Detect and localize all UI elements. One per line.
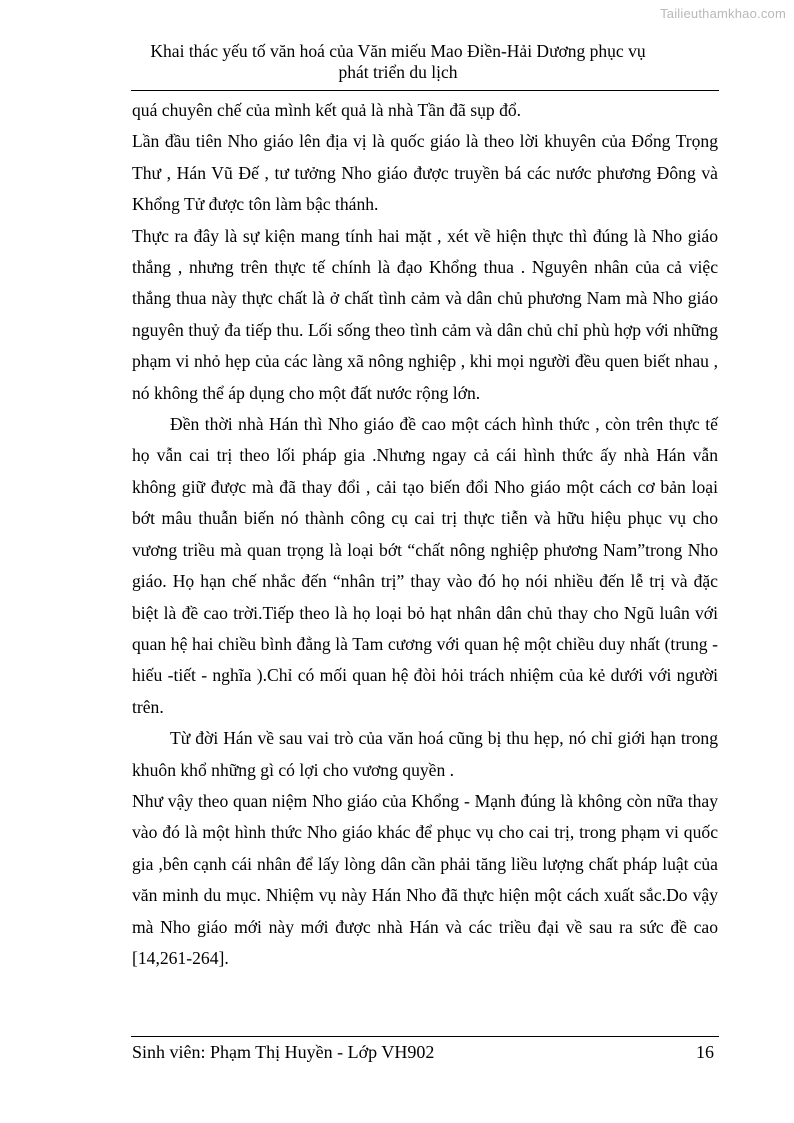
header-line-2: phát triển du lịch (338, 62, 458, 82)
paragraph-1: quá chuyên chế của mình kết quả là nhà Tần đã sụp đổ. (132, 100, 522, 120)
paragraph-5: Từ đời Hán về sau vai trò của văn hoá cũng bị thu hẹp, nó chỉ giới hạn trong khuôn khổ những gì có lợi cho vương quyền . (132, 728, 718, 780)
page-number: 16 (696, 1042, 714, 1062)
header-rule (131, 90, 719, 91)
footer-rule (131, 1036, 719, 1037)
paragraph-3: Thực ra đây là sự kiện mang tính hai mặt , xét về hiện thực thì đúng là Nho giáo thắng , nhưng trên thực tế chính là đạo Khổng thua . Nguyên nhân của cả việc thắng thua này thực chất là ở chất tình cảm và dân chủ phương Nam mà Nho giáo nguyên thuỷ đa tiếp thu. Lối sống theo tình cảm và dân chủ chỉ phù hợp với những phạm vi nhỏ hẹp của các làng xã nông nghiệp , khi mọi người đều quen biết nhau , nó không thể áp dụng cho một đất nước rộng lớn. (132, 225, 718, 403)
header-line-1: Khai thác yếu tố văn hoá của Văn miếu Mao Điền-Hải Dương phục vụ (150, 41, 646, 61)
paragraph-2: Lần đầu tiên Nho giáo lên địa vị là quốc giáo là theo lời khuyên của Đổng Trọng Thư , Hán Vũ Đế , tư tưởng Nho giáo được truyền bá các nước phương Đông và Khổng Tử được tôn làm bậc thánh. (132, 131, 718, 215)
paragraph-6: Như vậy theo quan niệm Nho giáo của Khổng - Mạnh đúng là không còn nữa thay vào đó là một hình thức Nho giáo khác để phục vụ cho cai trị, trong phạm vi quốc gia ,bên cạnh cái nhân để lấy lòng dân cần phải tăng liều lượng chất pháp luật của văn minh du mục. Nhiệm vụ này Hán Nho đã thực hiện một cách xuất sắc.Do vậy mà Nho giáo mới này mới được nhà Hán và các triều đại về sau ra sức đề cao [14,261-264]. (132, 790, 718, 968)
running-header (132, 41, 664, 83)
paragraph-4: Đền thời nhà Hán thì Nho giáo đề cao một cách hình thức , còn trên thực tế họ vẫn cai trị theo lối pháp gia .Nhưng ngay cả cái hình thức ấy nhà Hán vẫn không giữ được mà đã thay đổi , cải tạo biến đổi Nho giáo một cách cơ bản loại bớt mâu thuẫn biến nó thành công cụ cai trị thực tiễn và hữu hiệu phục vụ cho vương triều mà quan trọng là loại bớt “chất nông nghiệp phương Nam”trong Nho giáo. Họ hạn chế nhắc đến “nhân trị” thay vào đó họ nói nhiều đến lễ trị và đặc biệt là đề cao trời.Tiếp theo là họ loại bỏ hạt nhân dân chủ thay cho Ngũ luân với quan hệ hai chiều bình đẳng là Tam cương với quan hệ một chiều duy nhất (trung - hiếu -tiết - nghĩa ).Chỉ có mối quan hệ đòi hỏi trách nhiệm của kẻ dưới với người trên. (132, 414, 718, 717)
watermark: Tailieuthamkhao.com (660, 6, 786, 21)
body-text (132, 95, 718, 974)
footer-student-info: Sinh viên: Phạm Thị Huyền - Lớp VH902 (132, 1042, 435, 1062)
